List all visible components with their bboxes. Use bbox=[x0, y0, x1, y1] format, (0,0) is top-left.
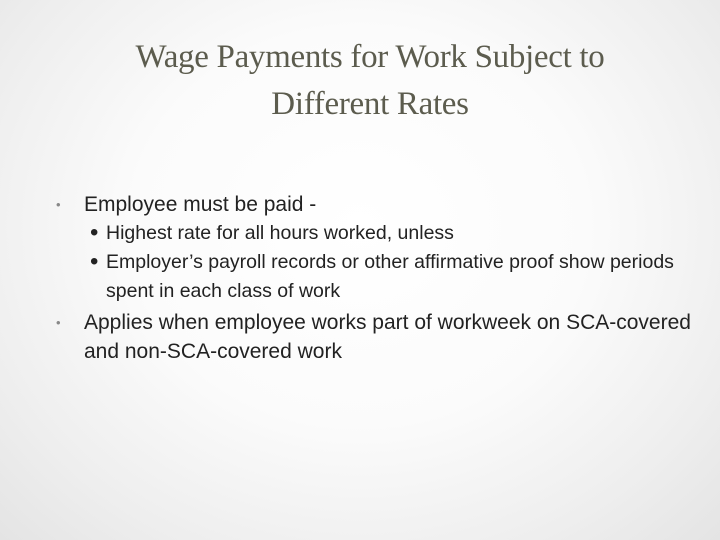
slide-title bbox=[60, 34, 680, 128]
bullet-applies-when bbox=[56, 308, 704, 366]
sub-bullet-dot-icon: • bbox=[90, 248, 99, 275]
bullet-text: Employee must be paid - bbox=[84, 193, 317, 216]
slide-title-line-2: Different Rates bbox=[271, 86, 469, 122]
sub-bullet-text: Employer’s payroll records or other affirmative proof show periods spent in each class of work bbox=[106, 251, 674, 302]
sub-bullet-text: Highest rate for all hours worked, unless bbox=[106, 222, 454, 244]
sub-bullet-highest-rate bbox=[84, 219, 704, 248]
sub-bullet-dot-icon: • bbox=[90, 219, 99, 246]
bullet-text: Applies when employee works part of workweek on SCA-covered and non-SCA-covered work bbox=[84, 311, 691, 363]
bullet-dot-icon: • bbox=[56, 197, 61, 212]
bullet-employee-paid bbox=[56, 190, 704, 219]
sub-bullet-payroll-records bbox=[84, 248, 704, 306]
bullet-dot-icon: • bbox=[56, 315, 61, 330]
slide-title-line-1: Wage Payments for Work Subject to bbox=[135, 39, 605, 75]
slide-body bbox=[56, 190, 704, 366]
